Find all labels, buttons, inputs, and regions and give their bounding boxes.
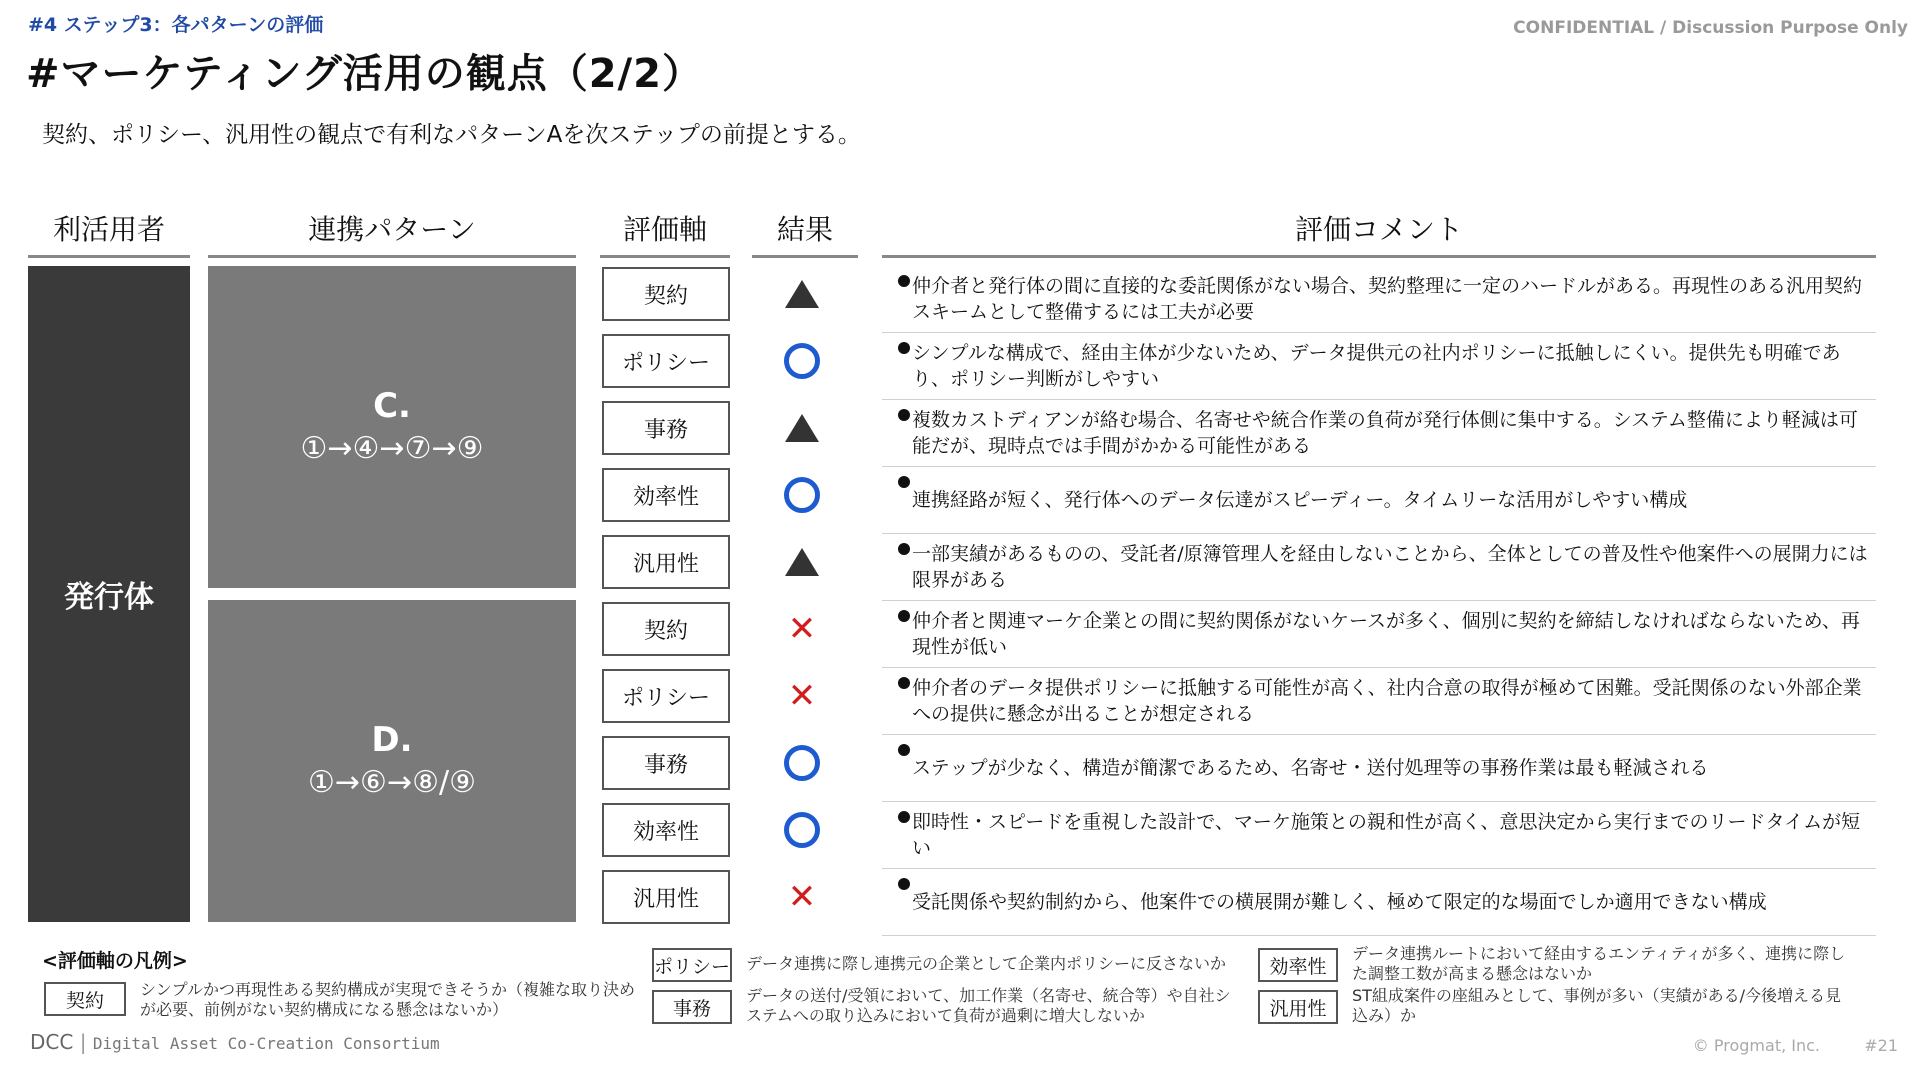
axis-label: 汎用性 [602, 535, 730, 589]
circle-icon [784, 745, 820, 781]
comment-text: 仲介者と発行体の間に直接的な委託関係がない場合、契約整理に一定のハードルがある。再現性のある汎用契約スキームとして整備するには工夫が必要 [912, 275, 1863, 323]
pattern-flow: ①→④→⑦→⑨ [300, 431, 484, 466]
axis-label: 効率性 [602, 803, 730, 857]
axis-label: ポリシー [602, 669, 730, 723]
pattern-flow: ①→⑥→⑧/⑨ [308, 765, 476, 800]
comment-text: 仲介者のデータ提供ポリシーに抵触する可能性が高く、社内合意の取得が極めて困難。受託関係のない外部企業への提供に懸念が出ることが想定される [912, 677, 1862, 725]
pattern-label: D. [371, 720, 413, 760]
bullet-icon [882, 811, 912, 823]
bullet-icon [882, 878, 912, 890]
comment-row [882, 534, 1876, 601]
comment-text: ステップが少なく、構造が簡潔であるため、名寄せ・送付処理等の事務作業は最も軽減される [912, 757, 1709, 779]
circle-icon [784, 812, 820, 848]
bullet-icon [882, 342, 912, 354]
col-header-axis: 評価軸 [600, 212, 730, 258]
col-header-comment: 評価コメント [882, 212, 1876, 258]
bullet-icon [882, 744, 912, 756]
breadcrumb: #4 ステップ3：各パターンの評価 [28, 14, 324, 36]
footer-logo: DCC | Digital Asset Co-Creation Consortium [30, 1030, 440, 1054]
triangle-icon [785, 548, 819, 576]
legend-text-policy: データ連携に際し連携元の企業として企業内ポリシーに反さないか [746, 954, 1227, 973]
result-mark [752, 803, 852, 857]
cross-icon: ✕ [787, 676, 817, 716]
copyright: © Progmat, Inc. [1692, 1036, 1820, 1055]
result-mark [752, 401, 852, 455]
legend-label-contract: 契約 [44, 982, 126, 1016]
legend-label-policy: ポリシー [652, 948, 732, 982]
axis-label: 契約 [602, 267, 730, 321]
org-name: Digital Asset Co-Creation Consortium [92, 1034, 440, 1053]
pattern-block-c [208, 266, 576, 588]
issuer-label: 発行体 [64, 580, 154, 615]
page-number: #21 [1864, 1036, 1898, 1055]
bullet-icon [882, 610, 912, 622]
col-header-result: 結果 [752, 212, 858, 258]
comment-row [882, 802, 1876, 869]
triangle-icon [785, 280, 819, 308]
circle-icon [784, 477, 820, 513]
legend-text-versatility: ST組成案件の座組みとして、事例が多い（実績がある/今後増える見込み）か [1352, 986, 1842, 1025]
result-mark [752, 669, 852, 723]
circle-icon [784, 343, 820, 379]
result-mark [752, 267, 852, 321]
comment-text: 即時性・スピードを重視した設計で、マーケ施策との親和性が高く、意思決定から実行までのリードタイムが短い [912, 811, 1861, 859]
bullet-icon [882, 476, 912, 488]
legend-text-operations: データの送付/受領において、加工作業（名寄せ、統合等）や自社システムへの取り込みにおいて負荷が過剰に増大しないか [746, 986, 1231, 1025]
axis-label: 事務 [602, 736, 730, 790]
comment-row [882, 601, 1876, 668]
legend-text-contract: シンプルかつ再現性ある契約構成が実現できそうか（複雑な取り決めが必要、前例がない契約構成になる懸念はないか） [140, 980, 635, 1019]
axis-label: 汎用性 [602, 870, 730, 924]
legend-title: <評価軸の凡例> [42, 950, 188, 972]
result-mark [752, 535, 852, 589]
result-mark [752, 602, 852, 656]
page-subtitle: 契約、ポリシー、汎用性の観点で有利なパターンAを次ステップの前提とする。 [42, 122, 861, 148]
confidential-label: CONFIDENTIAL / Discussion Purpose Only [1513, 18, 1908, 38]
issuer-block [28, 266, 190, 922]
bullet-icon [882, 543, 912, 555]
logo-text: DCC [30, 1030, 74, 1054]
comment-row [882, 668, 1876, 735]
comment-text: 連携経路が短く、発行体へのデータ伝達がスピーディー。タイムリーな活用がしやすい構成 [912, 489, 1688, 511]
result-mark [752, 736, 852, 790]
comment-text: 複数カストディアンが絡む場合、名寄せや統合作業の負荷が発行体側に集中する。システム整備により軽減は可能だが、現時点では手間がかかる可能性がある [912, 409, 1858, 457]
comment-row [882, 333, 1876, 400]
result-mark [752, 870, 852, 924]
pattern-label: C. [373, 386, 411, 426]
comment-row [882, 467, 1876, 534]
legend-label-efficiency: 効率性 [1258, 948, 1338, 982]
bullet-icon [882, 409, 912, 421]
pattern-block-d [208, 600, 576, 922]
cross-icon: ✕ [787, 609, 817, 649]
comment-text: 受託関係や契約制約から、他案件での横展開が難しく、極めて限定的な場面でしか適用できない構成 [912, 891, 1767, 913]
comment-text: 一部実績があるものの、受託者/原簿管理人を経由しないことから、全体としての普及性や他案件への展開力には限界がある [912, 543, 1868, 591]
comment-row [882, 400, 1876, 467]
bullet-icon [882, 275, 912, 287]
legend-text-efficiency: データ連携ルートにおいて経由するエンティティが多く、連携に際した調整工数が高まる懸念はないか [1352, 944, 1846, 983]
bullet-icon [882, 677, 912, 689]
page-title: #マーケティング活用の観点（2/2） [26, 51, 703, 97]
legend-label-versatility: 汎用性 [1258, 990, 1338, 1024]
comment-row [882, 869, 1876, 936]
axis-label: ポリシー [602, 334, 730, 388]
comment-text: 仲介者と関連マーケ企業との間に契約関係がないケースが多く、個別に契約を締結しなければならないため、再現性が低い [912, 610, 1860, 658]
axis-label: 効率性 [602, 468, 730, 522]
result-mark [752, 468, 852, 522]
comment-text: シンプルな構成で、経由主体が少ないため、データ提供元の社内ポリシーに抵触しにくい。提供先も明確であり、ポリシー判断がしやすい [912, 342, 1841, 390]
triangle-icon [785, 414, 819, 442]
legend-label-operations: 事務 [652, 990, 732, 1024]
comment-row [882, 266, 1876, 333]
comment-row [882, 735, 1876, 802]
result-mark [752, 334, 852, 388]
col-header-user: 利活用者 [28, 212, 190, 258]
col-header-pattern: 連携パターン [208, 212, 576, 258]
axis-label: 事務 [602, 401, 730, 455]
axis-label: 契約 [602, 602, 730, 656]
cross-icon: ✕ [787, 877, 817, 917]
